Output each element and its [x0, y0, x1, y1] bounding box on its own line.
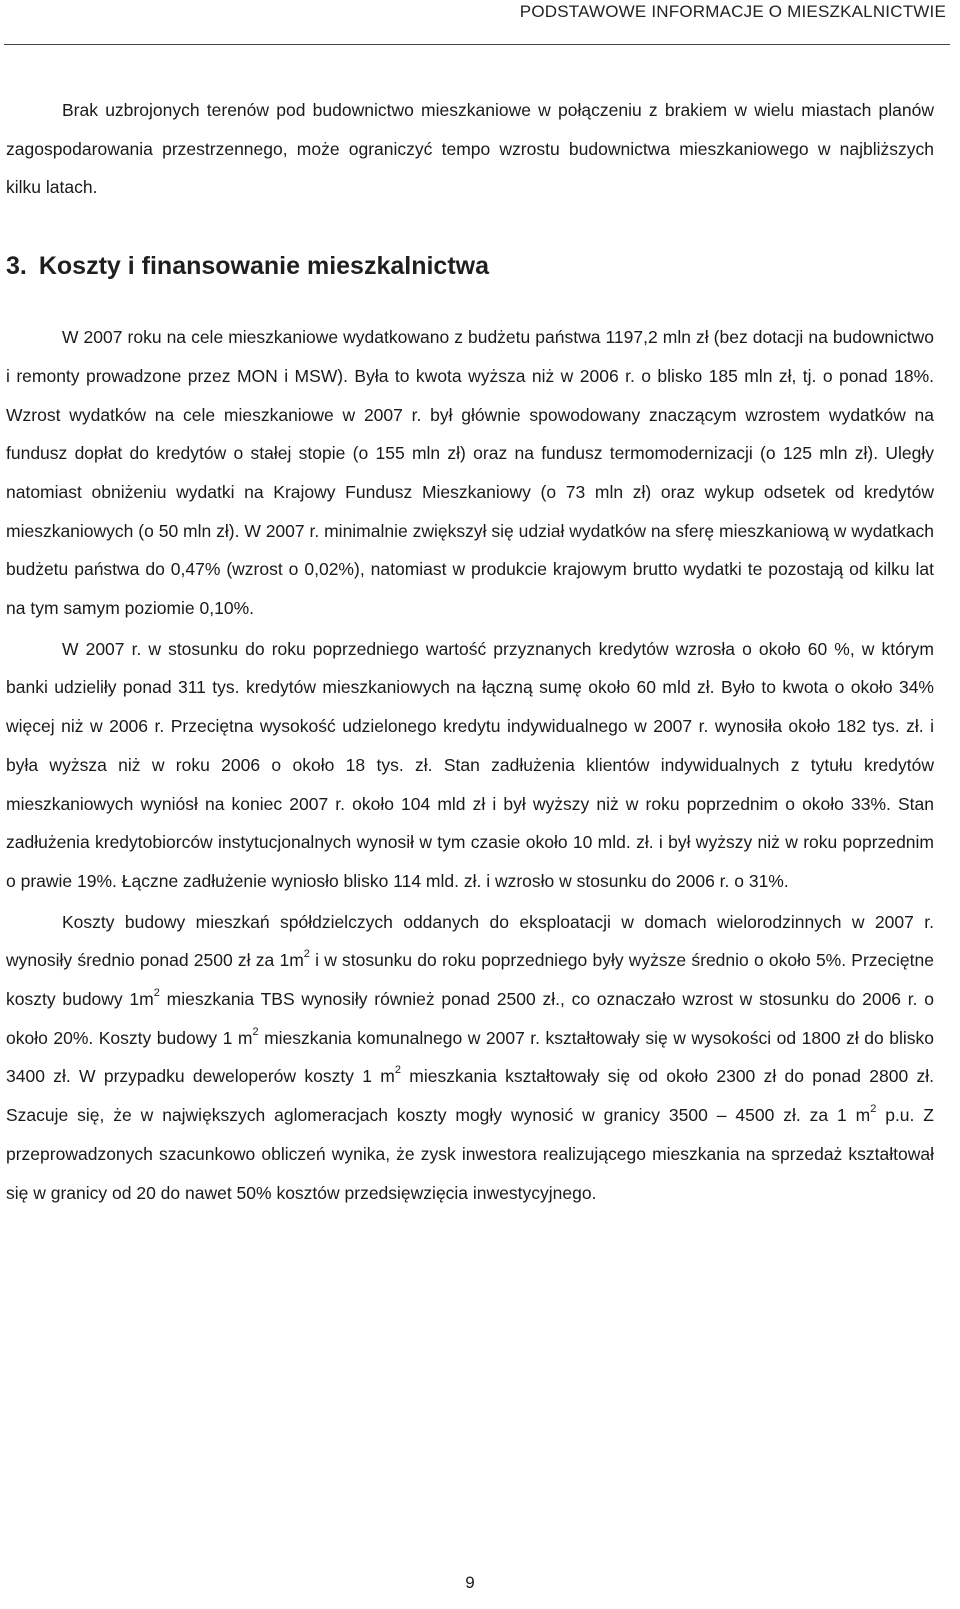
costs-text-5: mieszkania kształtowały się od około 2300 zł do ponad 2800 zł. Szacuje się, że w największych aglomeracjach koszty mogły wynosić w granicy 3500 – 4500 zł. za 1 m	[6, 1066, 935, 1126]
page-number: 9	[465, 1573, 475, 1592]
section-title: Koszty i finansowanie mieszkalnictwa	[38, 252, 489, 281]
section-heading	[6, 249, 934, 283]
document-body	[6, 91, 934, 1212]
superscript-2: 2	[870, 1103, 877, 1116]
intro-paragraph: Brak uzbrojonych terenów pod budownictwo mieszkaniowe w połączeniu z brakiem w wielu miastach planów zagospodarowania przestrzennego, może ograniczyć tempo wzrostu budownictwa mieszkaniowego w najbliższych kilku latach.	[6, 100, 934, 198]
superscript-2: 2	[252, 1025, 259, 1038]
costs-text-3: mieszkania TBS wynosiły również ponad 2500 zł., co oznaczało wzrost w stosunku do 2006 r. o około 20%. Koszty budowy 1 m	[6, 989, 935, 1048]
costs-paragraph	[6, 903, 934, 1213]
costs-text-2: i w stosunku do roku poprzedniego były wyższe średnio o około 5%. Przeciętne koszty budowy 1m	[6, 950, 934, 1010]
header-rule	[4, 44, 950, 45]
superscript-2: 2	[303, 948, 310, 961]
credit-paragraph: W 2007 r. w stosunku do roku poprzedniego wartość przyznanych kredytów wzrosła o około 60 %, w którym banki udzieliły ponad 311 tys. kredytów mieszkaniowych na łączną sumę około 60 mld zł. Było to kwota o około 34% więcej niż w 2006 r. Przeciętna wysokość udzielonego kredytu indywidualnego w 2007 r. wynosiła około 182 tys. zł. i była wyższa niż w roku 2006 o około 18 tys. zł. Stan zadłużenia klientów indywidualnych z tytułu kredytów mieszkaniowych wyniósł na koniec 2007 r. około 104 mld zł i był wyższy niż w roku poprzednim o około 33%. Stan zadłużenia kredytobiorców instytucjonalnych wynosił w tym czasie około 10 mld. zł. i był wyższy niż w roku poprzednim o prawie 19%. Łączne zadłużenie wyniosło blisko 114 mld. zł. i wzrosło w stosunku do 2006 r. o 31%.	[6, 638, 934, 891]
superscript-2: 2	[153, 987, 160, 1000]
costs-text-1: Koszty budowy mieszkań spółdzielczych oddanych do eksploatacji w domach wielorodzinnych w 2007 r. wynosiły średnio ponad 2500 zł za 1m	[6, 911, 934, 971]
budget-paragraph: W 2007 roku na cele mieszkaniowe wydatkowano z budżetu państwa 1197,2 mln zł (bez dotacji na budownictwo i remonty prowadzone przez MON i MSW). Była to kwota wyższa niż w 2006 r. o blisko 185 mln zł, tj. o ponad 18%. Wzrost wydatków na cele mieszkaniowe w 2007 r. był głównie spowodowany znaczącym wzrostem wydatków na fundusz dopłat do kredytów o stałej stopie (o 155 mln zł) oraz na fundusz termomodernizacji (o 125 mln zł). Uległy natomiast obniżeniu wydatki na Krajowy Fundusz Mieszkaniowy (o 73 mln zł) oraz wykup odsetek od kredytów mieszkaniowych (o 50 mln zł). W 2007 r. minimalnie zwiększył się udział wydatków na sferę mieszkaniową w wydatkach budżetu państwa do 0,47% (wzrost o 0,02%), natomiast w produkcie krajowym brutto wydatki te pozostają od kilku lat na tym samym poziomie 0,10%.	[6, 327, 934, 619]
costs-text-6: p.u. Z przeprowadzonych szacunkowo obliczeń wynika, że zysk inwestora realizującego mieszkania na sprzedaż kształtował się w granicy od 20 do nawet 50% kosztów przedsięwzięcia inwestycyjnego.	[6, 1105, 934, 1203]
costs-text-4: mieszkania komunalnego w 2007 r. kształtowały się w wysokości od 1800 zł do blisko 3400 zł. W przypadku deweloperów koszty 1 m	[6, 1027, 934, 1087]
section-number: 3.	[6, 252, 27, 281]
superscript-2: 2	[394, 1064, 401, 1077]
running-header: PODSTAWOWE INFORMACJE O MIESZKALNICTWIE	[519, 2, 946, 21]
